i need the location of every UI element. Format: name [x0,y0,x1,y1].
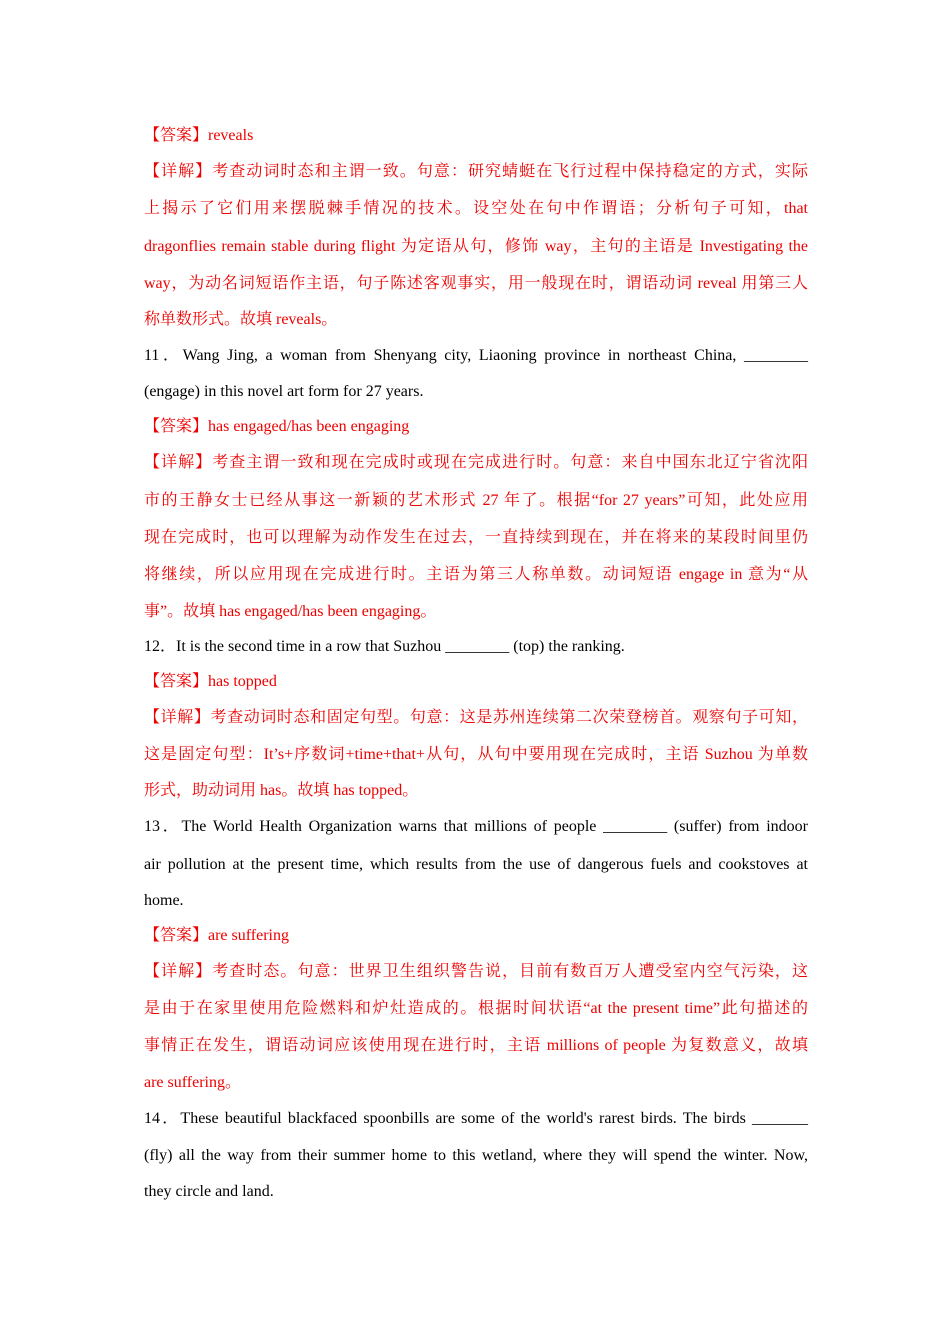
question-line: 14．These beautiful blackfaced spoonbills are some of the world's rarest birds. The birds _______ [144,1109,809,1127]
explanation-line: 这是固定句型：It’s+序数词+time+that+从句，从句中要用现在完成时，主语 Suzhou 为单数 [144,745,808,763]
explanation-line: 事”。故填 has engaged/has been engaging。 [144,602,437,620]
question-line: they circle and land. [144,1183,274,1201]
explanation-line: 【详解】考查时态。句意：世界卫生组织警告说，目前有数百万人遭受室内空气污染，这 [144,962,808,980]
question-line: (engage) in this novel art form for 27 years. [144,383,424,401]
answer-line: 【答案】are suffering [144,926,290,944]
explanation-line: 现在完成时，也可以理解为动作发生在过去，一直持续到现在，并在将来的某段时间里仍 [144,529,808,547]
explanation-line: 市的王静女士已经从事这一新颖的艺术形式 27 年了。根据“for 27 years”可知，此处应用 [144,491,808,509]
question-line: 11．Wang Jing, a woman from Shenyang city, Liaoning province in northeast China, ________ [144,347,808,365]
explanation-line: 是由于在家里使用危险燃料和炉灶造成的。根据时间状语“at the present time”此句描述的 [144,1000,808,1018]
question-line: (fly) all the way from their summer home to this wetland, where they will spend the winter. Now, [144,1147,808,1165]
explanation-line: dragonflies remain stable during flight 为定语从句，修饰 way，主句的主语是 Investigating the [144,237,808,255]
answer-line: 【答案】has topped [144,672,277,690]
answer-line: 【答案】reveals [144,127,254,144]
explanation-line: 【详解】考查主谓一致和现在完成时或现在完成进行时。句意：来自中国东北辽宁省沈阳 [144,454,808,472]
answer-line: 【答案】has engaged/has been engaging [144,418,410,436]
explanation-line: are suffering。 [144,1073,242,1091]
explanation-line: 【详解】考查动词时态和固定句型。句意：这是苏州连续第二次荣登榜首。观察句子可知， [144,708,808,726]
explanation-line: 形式，助动词用 has。故填 has topped。 [144,782,419,800]
explanation-line: 事情正在发生，谓语动词应该使用现在进行时，主语 millions of people 为复数意义，故填 [144,1037,808,1055]
explanation-line: 称单数形式。故填 reveals。 [144,311,338,329]
document-page [144,118,808,1209]
explanation-line: way，为动名词短语作主语，句子陈述客观事实，用一般现在时，谓语动词 reveal 用第三人 [144,274,808,292]
question-line: home. [144,891,184,909]
explanation-line: 将继续，所以应用现在完成进行时。主语为第三人称单数。动词短语 engage in 意为“从 [144,566,808,584]
explanation-line: 上揭示了它们用来摆脱棘手情况的技术。设空处在句中作谓语；分析句子可知，that [144,200,808,218]
explanation-line: 【详解】考查动词时态和主谓一致。句意：研究蜻蜓在飞行过程中保持稳定的方式，实际 [144,163,808,180]
question-line: 13．The World Health Organization warns that millions of people ________ (suffer) from indoor [144,818,808,836]
question-line: 12．It is the second time in a row that Suzhou ________ (top) the ranking. [144,637,625,655]
question-line: air pollution at the present time, which results from the use of dangerous fuels and cookstoves at [144,855,808,873]
